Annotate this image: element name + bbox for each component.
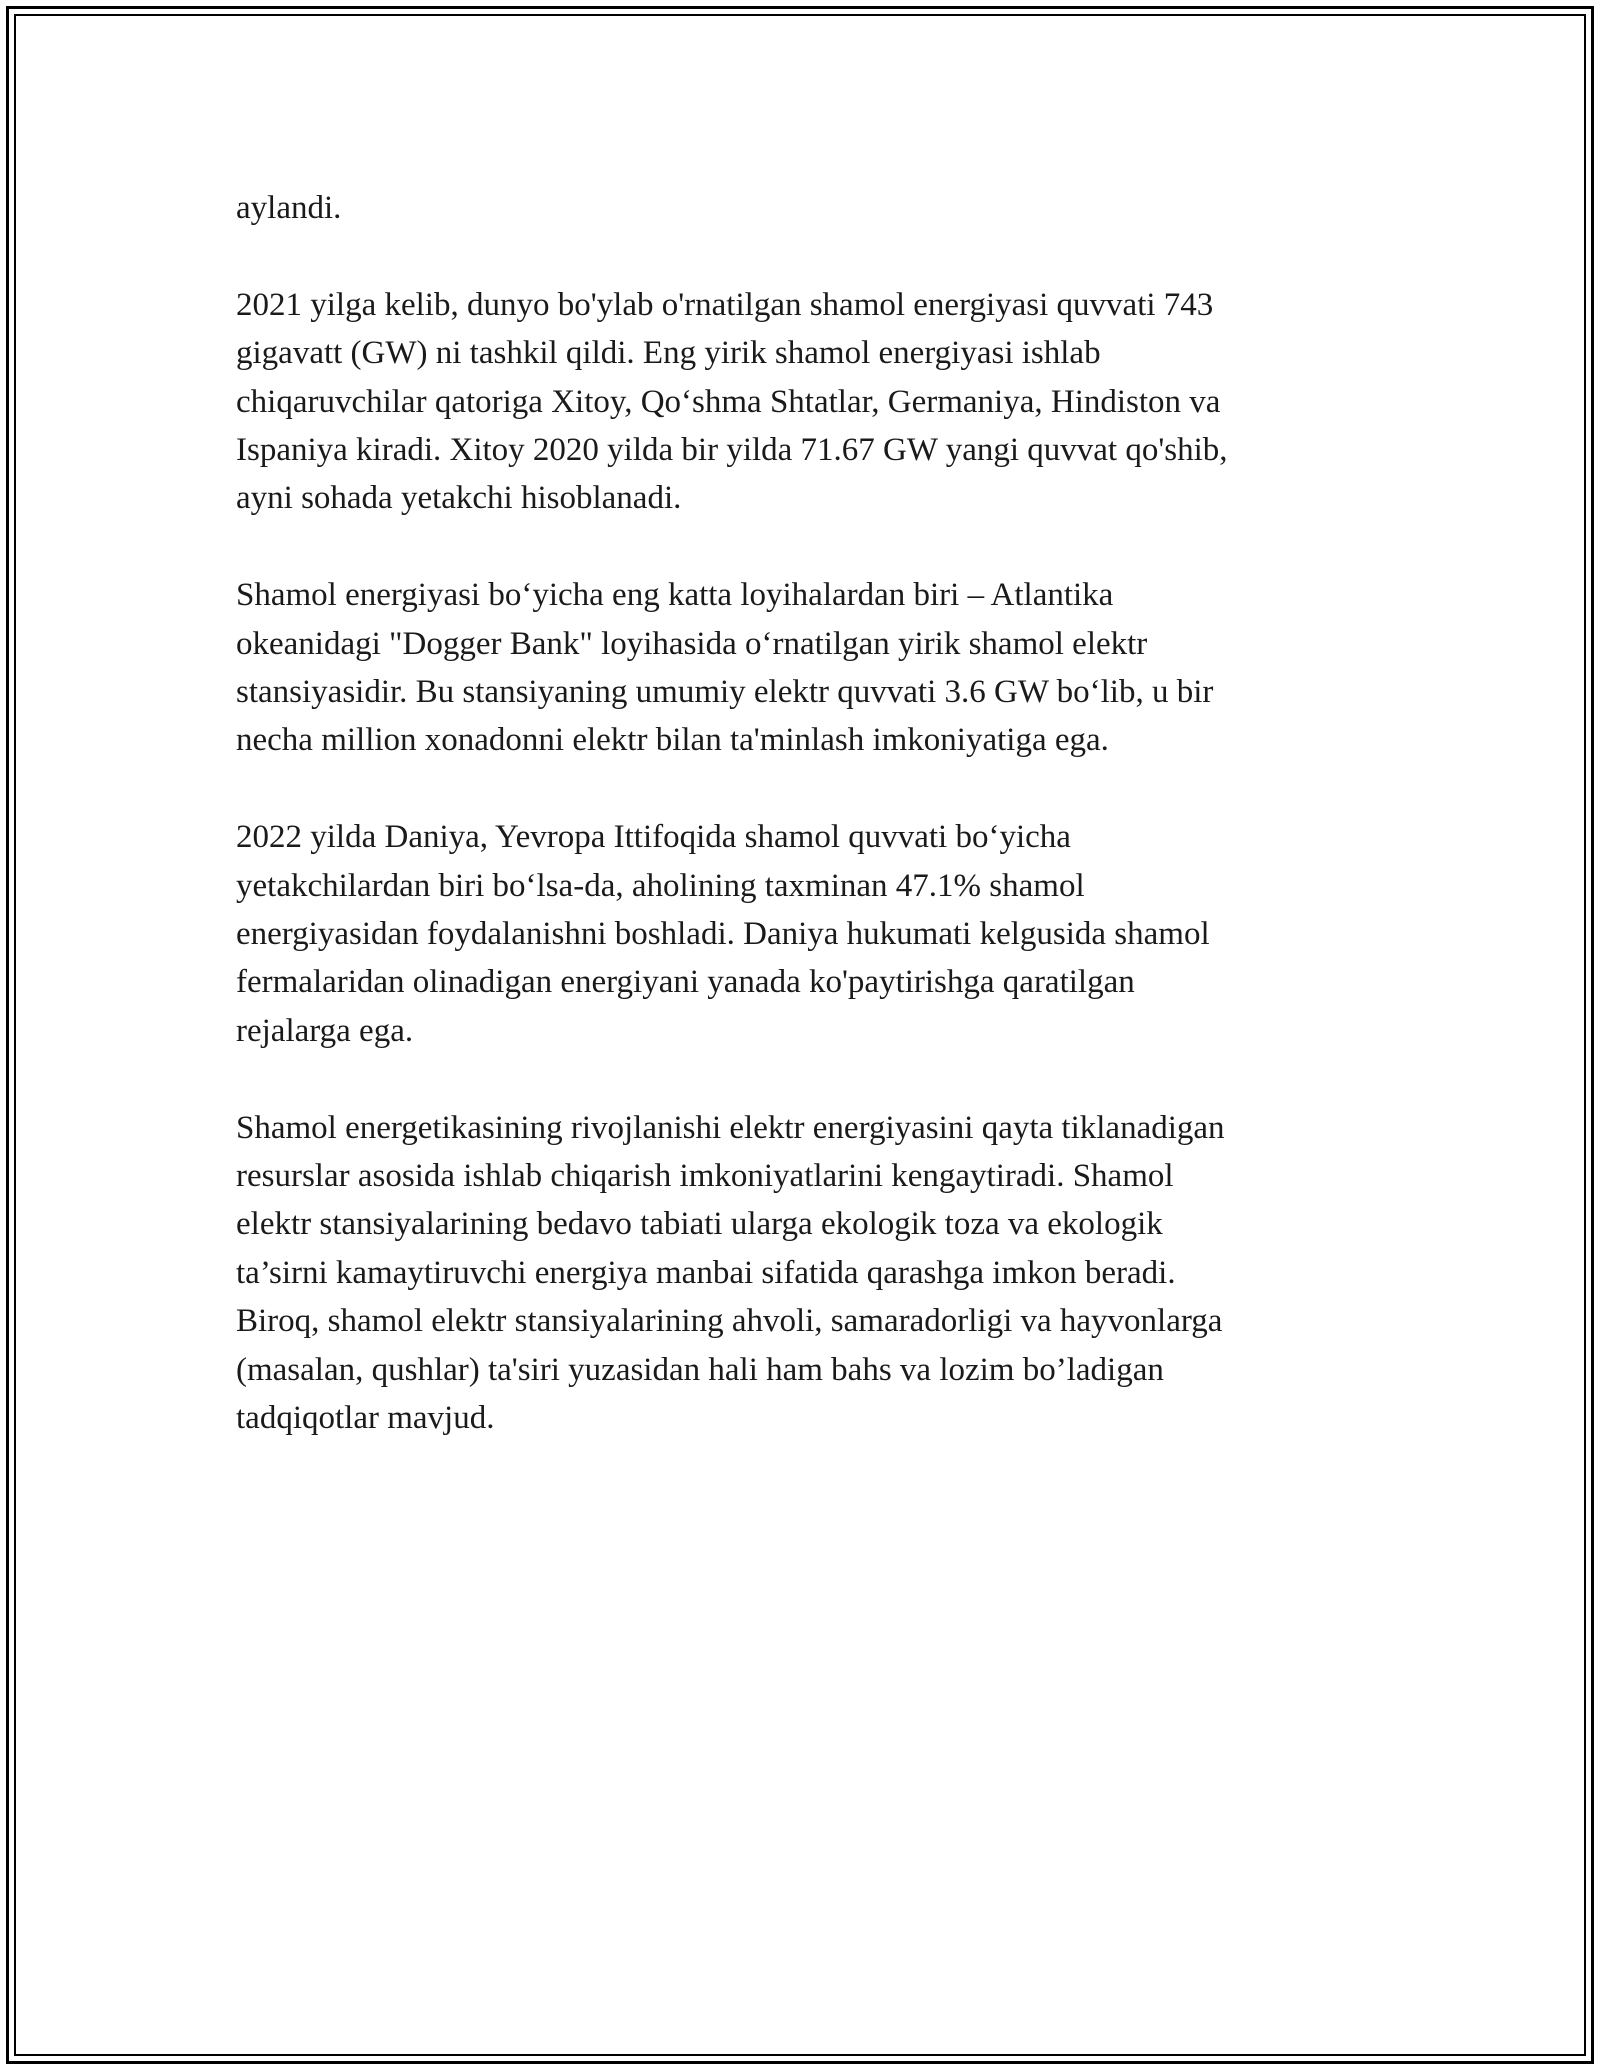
paragraph-development: Shamol energetikasining rivojlanishi elektr energiyasini qayta tiklanadigan resurslar asosida ishlab chiqarish imkoniyatlarini kengaytiradi. Shamol elektr stansiyalarining bedavo tabiati ularga ekologik toza va ekologik ta’sirni kamaytiruvchi energiya manbai sifatida qarashga imkon beradi. Biroq, shamol elektr stansiyalarining ahvoli, samaradorligi va hayvonlarga (masalan, qushlar) ta'siri yuzasidan hali ham bahs va lozim bo’ladigan tadqiqotlar mavjud. — [236, 1109, 1225, 1437]
document-body — [236, 184, 1366, 1491]
paragraph-global-capacity: 2021 yilga kelib, dunyo bo'ylab o'rnatilgan shamol energiyasi quvvati 743 gigavatt (GW) ni tashkil qildi. Eng yirik shamol energiyasi ishlab chiqaruvchilar qatoriga Xitoy, Qoʻshma Shtatlar, Germaniya, Hindiston va Ispaniya kiradi. Xitoy 2020 yilda bir yilda 71.67 GW yangi quvvat qo'shib, ayni sohada yetakchi hisoblanadi. — [236, 286, 1228, 517]
paragraph-denmark: 2022 yilda Daniya, Yevropa Ittifoqida shamol quvvati boʻyicha yetakchilardan biri boʻlsa-da, aholining taxminan 47.1% shamol energiyasidan foydalanishni boshladi. Daniya hukumati kelgusida shamol fermalaridan olinadigan energiyani yanada ko'paytirishga qaratilgan rejalarga ega. — [236, 819, 1210, 1049]
paragraph-continuation: aylandi. — [236, 190, 342, 226]
paragraph-dogger-bank: Shamol energiyasi boʻyicha eng katta loyihalardan biri – Atlantika okeanidagi "Dogger Bank" loyihasida oʻrnatilgan yirik shamol elektr stansiyasidir. Bu stansiyaning umumiy elektr quvvati 3.6 GW boʻlib, u bir necha million xonadonni elektr bilan ta'minlash imkoniyatiga ega. — [236, 577, 1214, 759]
